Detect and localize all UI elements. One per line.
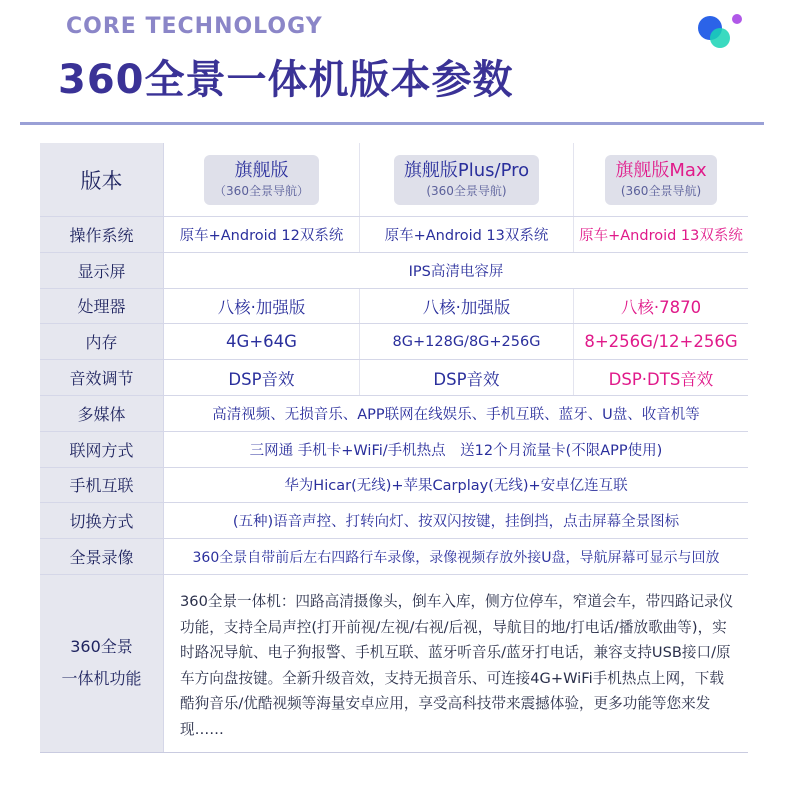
features-row — [40, 575, 748, 753]
spec-table — [40, 143, 748, 753]
features-label — [40, 575, 164, 752]
version-name: 旗舰版 — [234, 159, 289, 181]
page-title: 360全景一体机版本参数 — [58, 57, 514, 103]
switch-value: (五种)语音声控、打转向灯、按双闪按键，挂倒挡，点击屏幕全景图标 — [232, 514, 680, 531]
version-badge-max — [605, 155, 716, 205]
audio-plus-pro: DSP音效 — [360, 360, 574, 395]
cpu-flagship: 八核·加强版 — [164, 289, 360, 324]
os-row — [40, 217, 748, 253]
row-label: 操作系统 — [40, 217, 164, 252]
memory-plus-pro: 8G+128G/8G+256G — [360, 324, 574, 359]
row-label: 显示屏 — [40, 253, 164, 288]
version-sub: （360全景导航） — [214, 183, 309, 198]
version-cell-max — [574, 143, 748, 216]
network-row — [40, 432, 748, 468]
row-label: 多媒体 — [40, 396, 164, 431]
media-row — [40, 396, 748, 432]
os-max: 原车+Android 13双系统 — [579, 227, 743, 244]
version-sub: (360全景导航) — [620, 183, 702, 198]
row-label: 音效调节 — [40, 360, 164, 395]
record-row — [40, 539, 748, 575]
cpu-plus-pro: 八核·加强版 — [360, 289, 574, 324]
os-flagship: 原车+Android 12双系统 — [164, 217, 360, 252]
row-label: 联网方式 — [40, 432, 164, 467]
media-value: 高清视频、无损音乐、APP联网在线娱乐、手机互联、蓝牙、U盘、收音机等 — [212, 406, 700, 423]
switch-row — [40, 503, 748, 539]
phone-row — [40, 468, 748, 504]
audio-max: DSP·DTS音效 — [608, 369, 714, 389]
version-name: 旗舰版Max — [615, 159, 707, 181]
version-badge-flagship — [204, 155, 319, 205]
row-label: 手机互联 — [40, 468, 164, 503]
phone-value: 华为Hicar(无线)+苹果Carplay(无线)+安卓亿连互联 — [284, 478, 628, 495]
version-sub: (360全景导航) — [426, 183, 507, 198]
cpu-row — [40, 289, 748, 325]
memory-row — [40, 324, 748, 360]
brand-dots-logo-icon — [696, 10, 746, 50]
display-row — [40, 253, 748, 289]
features-label-line2: 一体机功能 — [61, 669, 142, 689]
row-label: 切换方式 — [40, 503, 164, 538]
network-value: 三网通 手机卡+WiFi/手机热点 送12个月流量卡(不限APP使用) — [249, 442, 663, 459]
audio-flagship: DSP音效 — [164, 360, 360, 395]
os-plus-pro: 原车+Android 13双系统 — [360, 217, 574, 252]
version-header-row — [40, 143, 748, 217]
version-badge-plus-pro — [394, 155, 539, 205]
header — [0, 0, 790, 130]
display-value: IPS高清电容屏 — [408, 263, 504, 280]
features-label-line1: 360全景 — [70, 637, 133, 657]
header-divider — [20, 122, 764, 125]
memory-flagship: 4G+64G — [164, 324, 360, 359]
version-cell-flagship — [164, 143, 360, 216]
row-label: 处理器 — [40, 289, 164, 324]
record-value: 360全景自带前后左右四路行车录像，录像视频存放外接U盘，导航屏幕可显示与回放 — [192, 549, 720, 566]
features-text: 360全景一体机：四路高清摄像头，倒车入库，侧方位停车，窄道会车，带四路记录仪功能，支持全局声控(打开前视/左视/右视/后视，导航目的地/打电话/播放歌曲等)，实时路况导航、电子狗报警、手机互联、蓝牙听音乐/蓝牙打电话，兼容支持USB接口/原车方向盘按键。全新升级音效，支持无损音乐、可连接4G+WiFi手机热点上网，下载酷狗音乐/优酷视频等海量安卓应用，享受高科技带来震撼体验，更多功能等您来发现…… — [180, 592, 734, 738]
memory-max: 8+256G/12+256G — [584, 332, 738, 352]
row-label: 内存 — [40, 324, 164, 359]
version-name: 旗舰版Plus/Pro — [403, 159, 530, 181]
cpu-max: 八核·7870 — [620, 297, 702, 317]
row-label: 全景录像 — [40, 539, 164, 574]
version-label: 版本 — [40, 143, 164, 216]
version-cell-plus-pro — [360, 143, 574, 216]
audio-row — [40, 360, 748, 396]
eyebrow-text: CORE TECHNOLOGY — [66, 14, 323, 39]
